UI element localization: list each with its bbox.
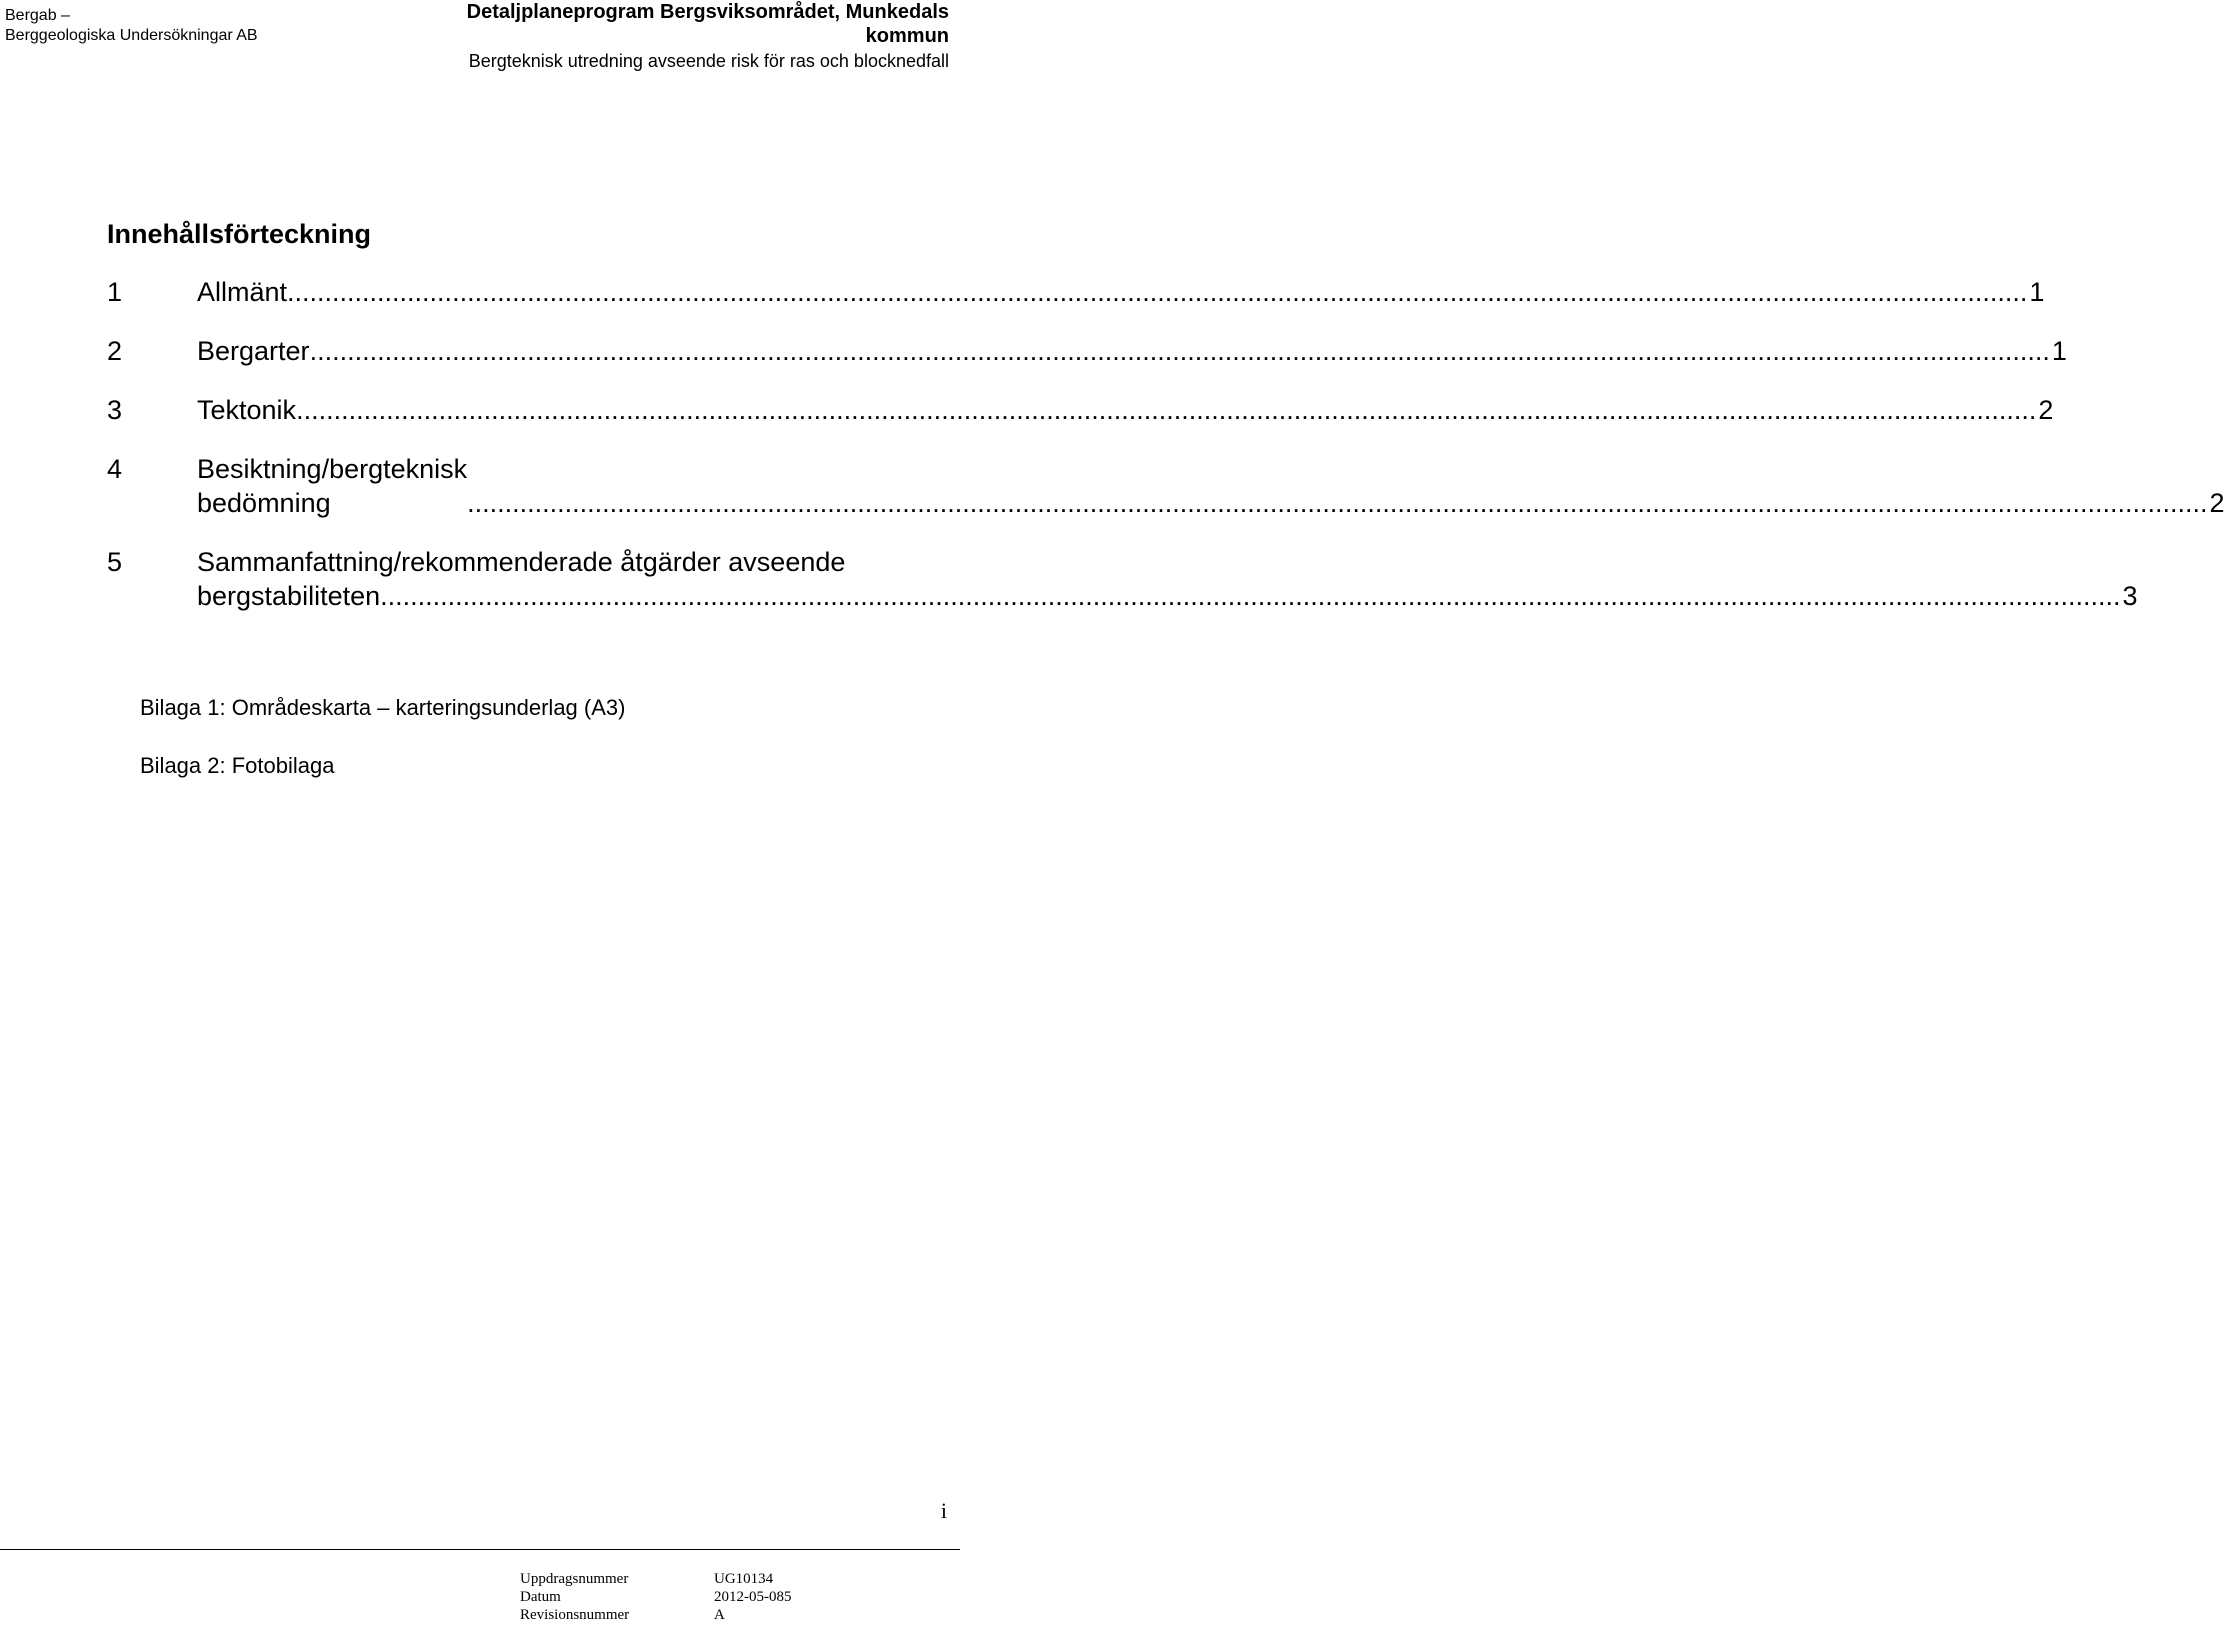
toc-entry-page: 1 (2029, 277, 2045, 307)
table-of-contents (107, 275, 2225, 638)
metadata-row (520, 1588, 792, 1606)
toc-entry-number: 1 (107, 277, 123, 307)
toc-entry-label-line2: bergstabiliteten (197, 581, 381, 611)
toc-dot-leader (310, 334, 2050, 368)
toc-entry-page: 2 (2209, 488, 2225, 518)
toc-entry-label-line1: Sammanfattning/rekommenderade åtgärder avseende (197, 547, 846, 577)
footer-divider (0, 1549, 960, 1550)
toc-entry[interactable] (107, 393, 2054, 427)
document-subtitle: Bergteknisk utredning avseende risk för ras och blocknedfall (468, 51, 949, 71)
toc-entry-number: 4 (107, 454, 123, 484)
metadata-label: Uppdragsnummer (520, 1571, 629, 1587)
toc-entry-page: 3 (2122, 581, 2138, 611)
toc-entry-number: 3 (107, 395, 123, 425)
page-number: i (940, 1498, 947, 1523)
metadata-value: A (714, 1607, 725, 1623)
toc-dot-leader (467, 486, 2207, 520)
metadata-row (520, 1570, 792, 1588)
metadata-label: Revisionsnummer (520, 1607, 630, 1623)
metadata-row (520, 1606, 792, 1624)
company-header (5, 6, 258, 46)
toc-entry[interactable] (107, 452, 2225, 520)
toc-entry-label: Bergarter (197, 336, 310, 366)
toc-entry[interactable] (107, 545, 2138, 613)
toc-entry[interactable] (107, 334, 2067, 368)
appendix-item: Bilaga 2: Fotobilaga (140, 753, 335, 778)
document-header (359, 0, 949, 72)
toc-entry-page: 2 (2038, 395, 2054, 425)
document-metadata (520, 1570, 792, 1624)
company-name-line2: Berggeologiska Undersökningar AB (5, 27, 258, 44)
metadata-value: 2012-05-085 (714, 1589, 792, 1605)
toc-entry[interactable] (107, 275, 2045, 309)
document-title (359, 0, 949, 48)
toc-dot-leader (296, 393, 2036, 427)
toc-dot-leader (380, 579, 2120, 613)
toc-heading: Innehållsförteckning (107, 219, 372, 249)
toc-entry-label: Besiktning/bergteknisk bedömning (197, 454, 468, 518)
company-name-line1: Bergab – (5, 7, 70, 24)
toc-entry-page: 1 (2051, 336, 2067, 366)
toc-entry-number: 5 (107, 547, 123, 577)
document-title-line1: Detaljplaneprogram Bergsviksområdet, Munkedals (466, 1, 949, 23)
document-title-line2: kommun (865, 25, 949, 47)
toc-entry-label: Allmänt (197, 277, 288, 307)
appendix-item: Bilaga 1: Områdeskarta – karteringsunderlag (A3) (140, 695, 626, 720)
metadata-value: UG10134 (714, 1571, 774, 1587)
toc-entry-number: 2 (107, 336, 123, 366)
toc-entry-label: Tektonik (197, 395, 297, 425)
metadata-label: Datum (520, 1589, 561, 1605)
toc-dot-leader (287, 275, 2027, 309)
